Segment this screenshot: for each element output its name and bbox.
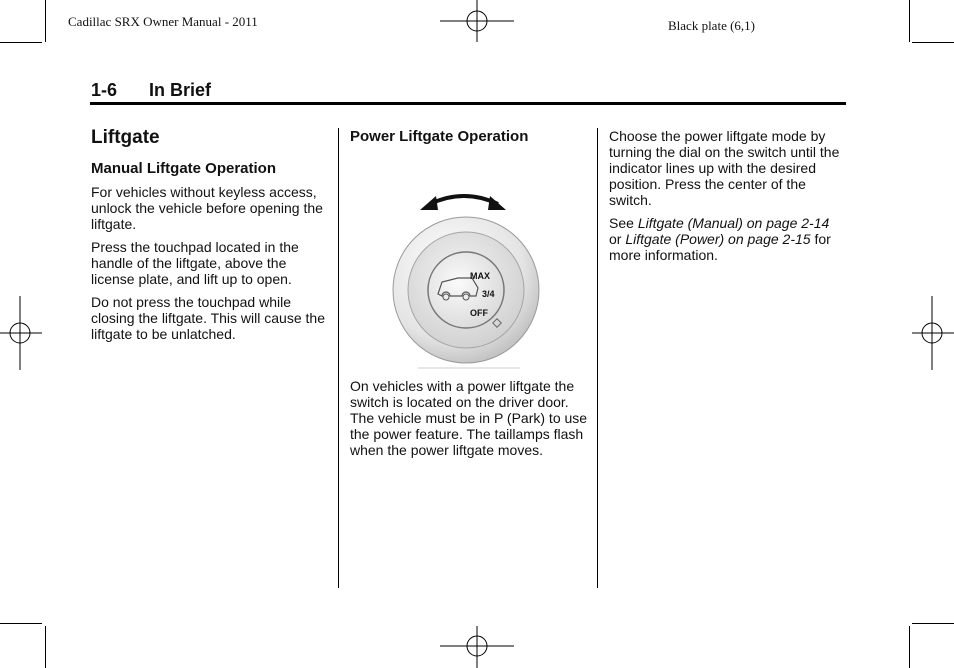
section-heading: Liftgate [91, 127, 160, 148]
paragraph-reference [609, 215, 845, 263]
paragraph: Press the touchpad located in the handle of the liftgate, above the license plate, and lift up to open. [91, 239, 299, 287]
text: or [609, 231, 626, 247]
subheading: Power Liftgate Operation [350, 128, 529, 145]
column-1 [91, 128, 331, 349]
crop-mark [909, 0, 910, 42]
liftgate-switch-illustration [350, 160, 590, 370]
subheading: Manual Liftgate Operation [91, 160, 277, 177]
crop-mark [0, 42, 42, 43]
liftgate-switch-figure [350, 160, 590, 370]
column-divider [338, 128, 339, 588]
paragraph: Do not press the touchpad while closing the liftgate. This will cause the liftgate to be unlatched. [91, 294, 325, 342]
plate-label: Black plate (6,1) [668, 18, 755, 33]
section-title: In Brief [149, 80, 212, 100]
registration-mark-left [0, 296, 42, 370]
paragraph: For vehicles without keyless access, unlock the vehicle before opening the liftgate. [91, 184, 323, 232]
switch-label-off: OFF [470, 308, 488, 318]
crop-mark [912, 623, 954, 624]
manual-title: Cadillac SRX Owner Manual - 2011 [68, 14, 258, 29]
header-rule [90, 102, 846, 105]
text: See [609, 215, 638, 231]
page-number: 1-6 [91, 80, 118, 100]
page-header [91, 80, 211, 101]
crop-mark [0, 623, 42, 624]
column-2 [350, 128, 590, 465]
switch-label-34: 3/4 [482, 289, 495, 299]
crop-mark [45, 626, 46, 668]
crop-mark [909, 626, 910, 668]
crop-mark [45, 0, 46, 42]
text: for more information. [609, 231, 831, 263]
crop-mark [912, 42, 954, 43]
cross-reference-link[interactable]: Liftgate (Manual) on page 2-14 [637, 215, 830, 231]
column-divider [597, 128, 598, 588]
switch-label-max: MAX [470, 271, 490, 281]
registration-mark-top [440, 0, 514, 42]
paragraph: Choose the power liftgate mode by turning the dial on the switch until the indicator lines up with the desired position. Press the center of the switch. [609, 128, 840, 208]
paragraph: On vehicles with a power liftgate the switch is located on the driver door. The vehicle must be in P (Park) to use the power feature. The taillamps flash when the power liftgate moves. [350, 378, 588, 458]
registration-mark-bottom [440, 626, 514, 668]
registration-mark-right [912, 296, 954, 370]
cross-reference-link[interactable]: Liftgate (Power) on page 2-15 [625, 231, 811, 247]
column-3 [609, 128, 845, 270]
